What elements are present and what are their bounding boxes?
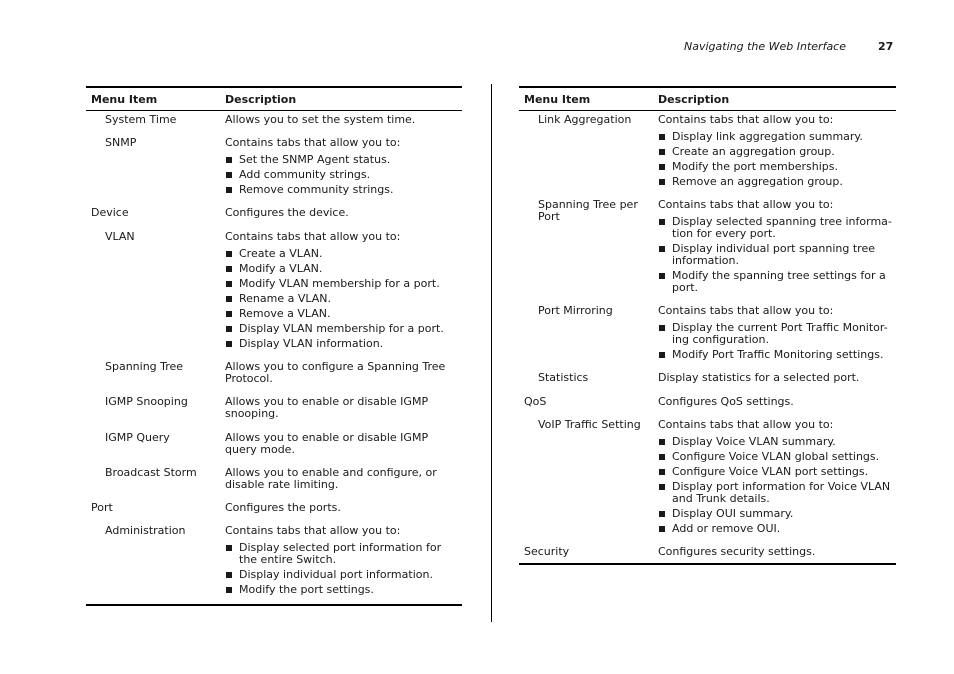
table-row [519, 396, 896, 408]
bullet-item: Display link aggregation summary. [658, 131, 892, 143]
bullet-item: Modify VLAN membership for a port. [225, 278, 458, 290]
table-row [519, 372, 896, 384]
bullet-item: Configure Voice VLAN global settings. [658, 451, 892, 463]
menu-item-label: Spanning Tree per Port [538, 198, 638, 223]
description-cell [225, 467, 462, 491]
bullet-item: Create a VLAN. [225, 248, 458, 260]
description-text: Contains tabs that allow you to: [225, 230, 401, 243]
bullet-item: Display OUI summary. [658, 508, 892, 520]
description-cell [658, 546, 896, 558]
description-cell [225, 502, 462, 514]
description-text: Contains tabs that allow you to: [658, 418, 834, 431]
menu-item-header: Menu Item [91, 92, 158, 106]
table-row [86, 467, 462, 491]
left-menu-table [86, 86, 462, 606]
bullet-item: Remove community strings. [225, 184, 458, 196]
description-text: Configures QoS settings. [658, 395, 794, 408]
menu-item-label: Administration [105, 524, 186, 537]
description-text: Allows you to enable and configure, or disable rate limiting. [225, 466, 437, 491]
bullet-item: Modify the port settings. [225, 584, 458, 596]
bullet-item: Configure Voice VLAN port settings. [658, 466, 892, 478]
description-text: Contains tabs that allow you to: [225, 136, 401, 149]
bullet-item: Display VLAN membership for a port. [225, 323, 458, 335]
menu-item-label: Port Mirroring [538, 304, 613, 317]
bullet-item: Display port information for Voice VLAN and Trunk details. [658, 481, 892, 505]
bullet-item: Remove a VLAN. [225, 308, 458, 320]
bullet-list [225, 248, 458, 350]
bullet-list [658, 322, 892, 361]
table-row [86, 525, 462, 599]
left-table-body [86, 111, 462, 604]
bullet-item: Display individual port spanning tree information. [658, 243, 892, 267]
description-cell [225, 396, 462, 420]
description-text: Contains tabs that allow you to: [658, 113, 834, 126]
description-cell [225, 432, 462, 456]
menu-item-label: Spanning Tree [105, 360, 184, 373]
bullet-item: Add community strings. [225, 169, 458, 181]
bullet-list [658, 216, 892, 294]
bullet-list [658, 131, 892, 188]
description-header: Description [225, 92, 297, 106]
table-row [86, 502, 462, 514]
menu-item-label: Port [91, 501, 113, 514]
description-cell [225, 137, 462, 199]
menu-item-label: QoS [524, 395, 547, 408]
bullet-item: Modify the port memberships. [658, 161, 892, 173]
bullet-item: Create an aggregation group. [658, 146, 892, 158]
bullet-item: Modify Port Traffic Monitoring settings. [658, 349, 892, 361]
description-text: Configures the device. [225, 206, 349, 219]
description-cell [225, 114, 462, 126]
column-divider [491, 84, 492, 622]
menu-item-label: Link Aggregation [538, 113, 632, 126]
menu-item-label: Broadcast Storm [105, 466, 197, 479]
menu-item-label: VLAN [105, 230, 135, 243]
description-cell [225, 525, 462, 599]
page-number: 27 [878, 40, 894, 53]
description-cell [225, 207, 462, 219]
bullet-item: Modify the spanning tree settings for a port. [658, 270, 892, 294]
bullet-item: Display VLAN information. [225, 338, 458, 350]
description-text: Contains tabs that allow you to: [658, 304, 834, 317]
bullet-item: Display Voice VLAN summary. [658, 436, 892, 448]
bullet-item: Rename a VLAN. [225, 293, 458, 305]
bullet-item: Remove an aggregation group. [658, 176, 892, 188]
bullet-list [225, 542, 458, 596]
description-text: Configures the ports. [225, 501, 341, 514]
menu-item-label: Statistics [538, 371, 589, 384]
bullet-item: Modify a VLAN. [225, 263, 458, 275]
menu-item-label: IGMP Query [105, 431, 170, 444]
bullet-list [225, 154, 458, 196]
table-row [86, 114, 462, 126]
menu-item-label: Security [524, 545, 570, 558]
description-cell [658, 114, 896, 191]
description-text: Allows you to enable or disable IGMP query mode. [225, 431, 429, 456]
description-cell [225, 361, 462, 385]
bullet-item: Set the SNMP Agent status. [225, 154, 458, 166]
table-row [86, 137, 462, 199]
description-cell [658, 199, 896, 297]
menu-item-label: SNMP [105, 136, 137, 149]
menu-item-label: Device [91, 206, 129, 219]
table-row [519, 305, 896, 364]
description-text: Contains tabs that allow you to: [658, 198, 834, 211]
running-title: Navigating the Web Interface [684, 40, 846, 53]
table-row [519, 114, 896, 191]
description-cell [658, 396, 896, 408]
table-row [519, 199, 896, 297]
right-menu-table [519, 86, 896, 565]
table-header [519, 88, 896, 111]
table-row [86, 432, 462, 456]
description-text: Display statistics for a selected port. [658, 371, 860, 384]
description-text: Configures security settings. [658, 545, 816, 558]
bullet-item: Add or remove OUI. [658, 523, 892, 535]
right-table-body [519, 111, 896, 563]
table-header [86, 88, 462, 111]
bullet-list [658, 436, 892, 535]
description-text: Contains tabs that allow you to: [225, 524, 401, 537]
description-cell [658, 305, 896, 364]
menu-item-header: Menu Item [524, 92, 591, 106]
bullet-item: Display selected spanning tree informa-tion for every port. [658, 216, 892, 240]
table-row [86, 361, 462, 385]
description-text: Allows you to set the system time. [225, 113, 416, 126]
description-text: Allows you to configure a Spanning Tree Protocol. [225, 360, 446, 385]
menu-item-label: IGMP Snooping [105, 395, 188, 408]
description-cell [225, 231, 462, 353]
description-header: Description [658, 92, 730, 106]
table-row [86, 231, 462, 353]
table-row [86, 207, 462, 219]
description-cell [658, 419, 896, 538]
menu-item-label: System Time [105, 113, 177, 126]
description-cell [658, 372, 896, 384]
table-row [86, 396, 462, 420]
menu-item-label: VoIP Traffic Setting [538, 418, 641, 431]
bullet-item: Display the current Port Traffic Monitor-ing configuration. [658, 322, 892, 346]
table-row [519, 419, 896, 538]
bullet-item: Display selected port information for the entire Switch. [225, 542, 458, 566]
description-text: Allows you to enable or disable IGMP snooping. [225, 395, 429, 420]
bullet-item: Display individual port information. [225, 569, 458, 581]
table-row [519, 546, 896, 558]
